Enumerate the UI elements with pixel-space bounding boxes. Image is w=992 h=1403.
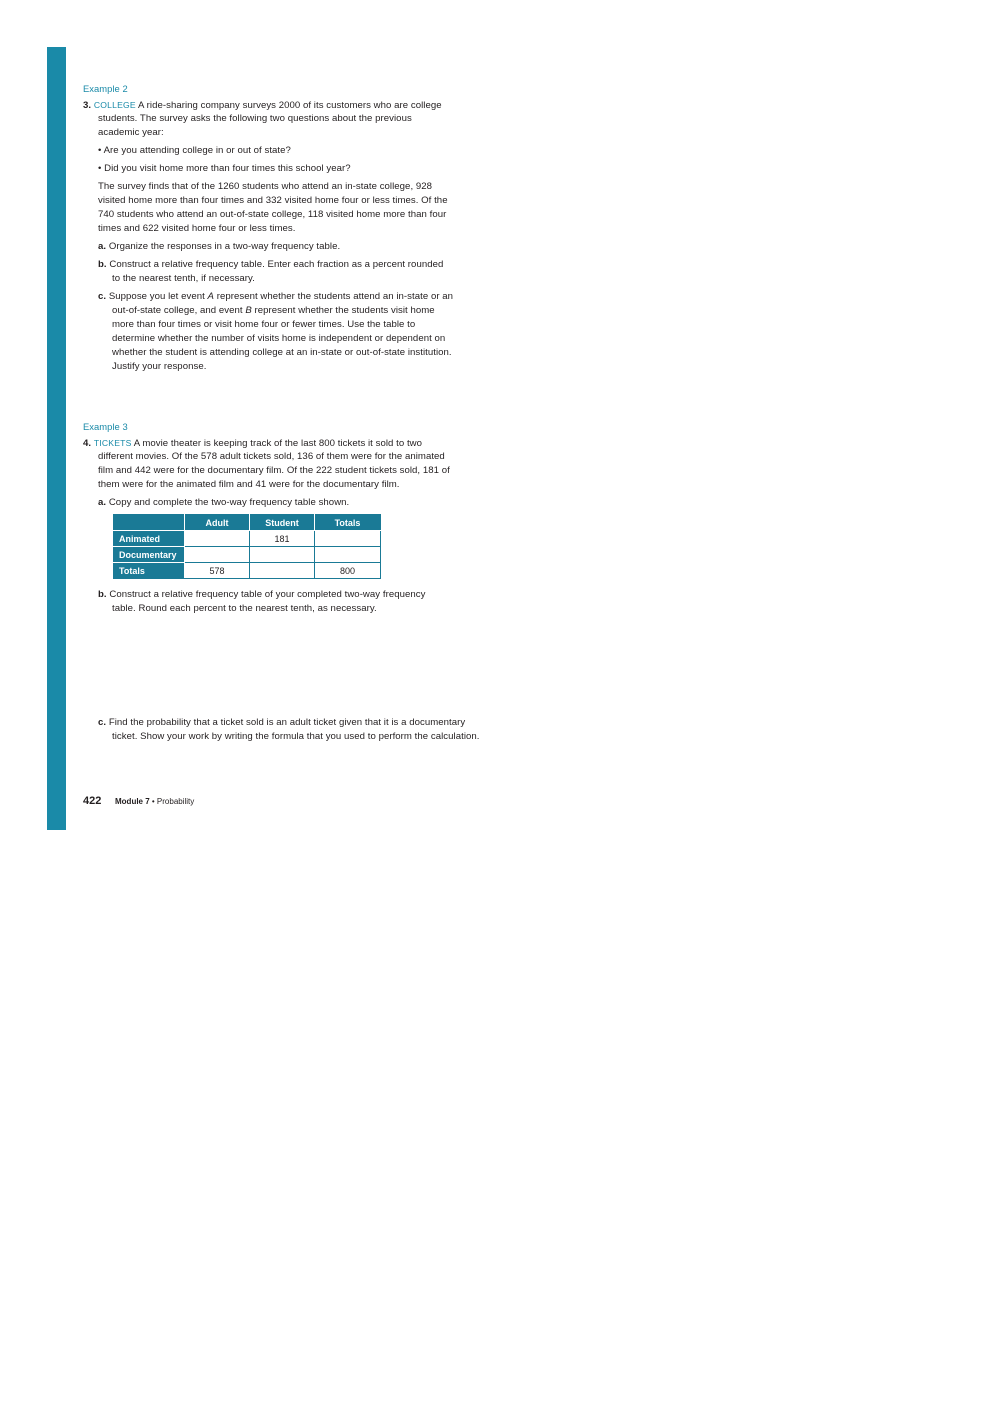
two-way-frequency-table xyxy=(113,514,381,579)
part-b xyxy=(98,258,443,272)
table-header-cell: Totals xyxy=(315,515,381,531)
table-header-cell xyxy=(114,515,185,531)
part-b xyxy=(98,588,425,602)
part-text-line: more than four times or visit home four or fewer times. Use the table to xyxy=(112,319,416,330)
findings-line: visited home more than four times and 332 visited home four or less times. Of the xyxy=(98,195,448,206)
problem-3-first-line xyxy=(83,98,442,113)
findings-line: 740 students who attend an out-of-state college, 118 visited home more than four xyxy=(98,209,447,220)
part-text: Suppose you let event xyxy=(108,291,208,302)
survey-question-bullet: • Are you attending college in or out of state? xyxy=(98,145,291,156)
part-a xyxy=(98,496,349,510)
table-row xyxy=(114,563,381,579)
table-cell: 181 xyxy=(250,531,315,547)
part-text: Organize the responses in a two-way frequency table. xyxy=(108,241,341,252)
part-text-line: ticket. Show your work by writing the formula that you used to perform the calculation. xyxy=(112,731,480,742)
problem-text-line: academic year: xyxy=(98,127,164,138)
table-cell xyxy=(250,563,315,579)
table-row-label: Totals xyxy=(114,563,185,579)
part-text-line: table. Round each percent to the nearest tenth, as necessary. xyxy=(112,603,377,614)
table-header-row xyxy=(114,515,381,531)
part-letter: a. xyxy=(98,497,107,508)
part-c xyxy=(98,290,453,304)
part-text: out-of-state college, and event xyxy=(112,305,246,316)
table-cell xyxy=(315,547,381,563)
survey-question-bullet: • Did you visit home more than four times this school year? xyxy=(98,163,351,174)
part-text: represent whether the students attend an in-state or an xyxy=(214,291,454,302)
example-3-label: Example 3 xyxy=(83,421,128,432)
module-topic: Probability xyxy=(156,797,195,806)
table-cell: 578 xyxy=(185,563,250,579)
part-text: Construct a relative frequency table. Enter each fraction as a percent rounded xyxy=(109,259,444,270)
table-row xyxy=(114,531,381,547)
table-header-cell: Student xyxy=(250,515,315,531)
table-cell xyxy=(185,531,250,547)
problem-keyword: COLLEGE xyxy=(93,100,136,110)
part-text: Copy and complete the two-way frequency table shown. xyxy=(108,497,350,508)
part-text-line: to the nearest tenth, if necessary. xyxy=(112,273,255,284)
part-letter: a. xyxy=(98,241,107,252)
part-text-line xyxy=(112,304,435,318)
table-cell xyxy=(185,547,250,563)
problem-text-line: film and 442 were for the documentary film. Of the 222 student tickets sold, 181 of xyxy=(98,465,450,476)
problem-keyword: TICKETS xyxy=(93,438,132,448)
problem-4-first-line xyxy=(83,436,422,451)
table-header-cell: Adult xyxy=(185,515,250,531)
findings-line: The survey finds that of the 1260 students who attend an in-state college, 928 xyxy=(98,181,433,192)
part-c xyxy=(98,716,465,730)
problem-number: 3. xyxy=(83,100,92,111)
footer-module xyxy=(115,797,194,806)
problem-text-line: students. The survey asks the following two questions about the previous xyxy=(98,113,412,124)
part-text: represent whether the students visit home xyxy=(251,305,435,316)
part-text-line: Justify your response. xyxy=(112,361,207,372)
part-letter: c. xyxy=(98,717,107,728)
example-2-label: Example 2 xyxy=(83,83,128,94)
event-variable-b: B xyxy=(245,305,252,316)
problem-text-line: different movies. Of the 578 adult tickets sold, 136 of them were for the animated xyxy=(98,451,445,462)
problem-text-line: them were for the animated film and 41 were for the documentary film. xyxy=(98,479,400,490)
footer-separator: • xyxy=(149,797,157,806)
table-cell: 800 xyxy=(315,563,381,579)
part-text: Construct a relative frequency table of your completed two-way frequency xyxy=(109,589,426,600)
module-name: Module 7 xyxy=(115,797,150,806)
problem-text: A movie theater is keeping track of the last 800 tickets it sold to two xyxy=(133,438,423,449)
table-cell xyxy=(250,547,315,563)
table-row-label: Animated xyxy=(114,531,185,547)
table-cell xyxy=(315,531,381,547)
event-variable-a: A xyxy=(207,291,214,302)
part-text-line: determine whether the number of visits home is independent or dependent on xyxy=(112,333,446,344)
part-text-line: whether the student is attending college at an in-state or out-of-state institution. xyxy=(112,347,452,358)
part-a xyxy=(98,240,340,254)
part-letter: b. xyxy=(98,259,107,270)
problem-text: A ride-sharing company surveys 2000 of its customers who are college xyxy=(138,100,442,111)
part-text: Find the probability that a ticket sold is an adult ticket given that it is a documentary xyxy=(108,717,466,728)
table-row xyxy=(114,547,381,563)
page-number: 422 xyxy=(83,795,102,807)
table-row-label: Documentary xyxy=(114,547,185,563)
findings-line: times and 622 visited home four or less times. xyxy=(98,223,296,234)
part-letter: b. xyxy=(98,589,107,600)
problem-number: 4. xyxy=(83,438,92,449)
part-letter: c. xyxy=(98,291,107,302)
